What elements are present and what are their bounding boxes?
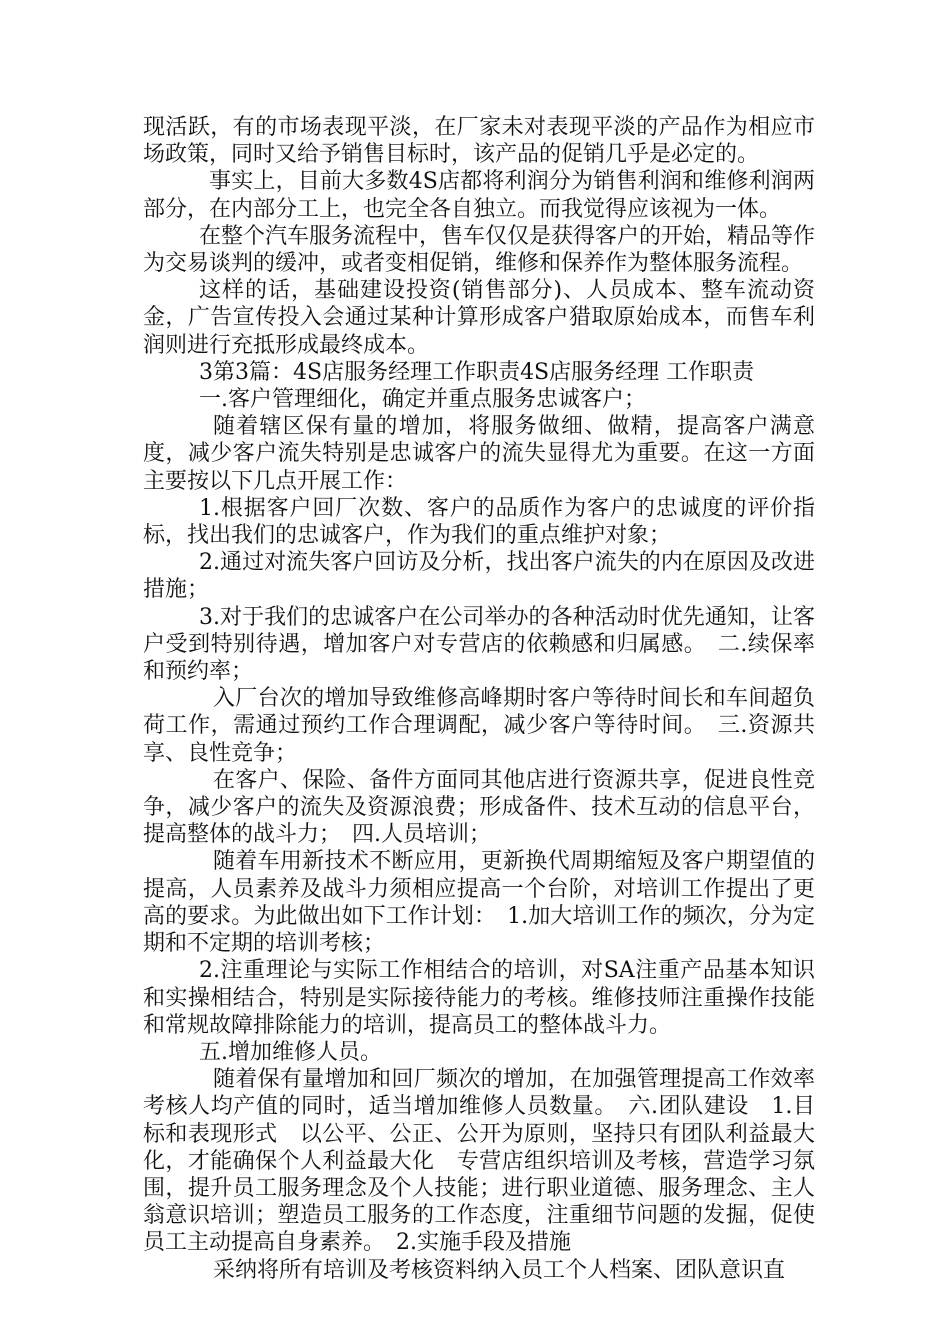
paragraph-3: 在整个汽车服务流程中，售车仅仅是获得客户的开始，精品等作为交易谈判的缓冲，或者变相促销，维修和保养作为整体服务流程。 xyxy=(143,223,816,277)
paragraph-5: 随着辖区保有量的增加，将服务做细、做精，提高客户满意度，减少客户流失特别是忠诚客户的流失显得尤为重要。在这一方面主要按以下几点开展工作： xyxy=(143,414,815,494)
list-item-3: 3.对于我们的忠诚客户在公司举办的各种活动时优先通知，让客户受到特别待遇，增加客户对专营店的依赖感和归属感。 二.续保率和预约率； xyxy=(143,604,815,685)
section-heading-3: 3第3篇：4S店服务经理工作职责4S店服务经理 工作职责 xyxy=(199,359,755,385)
paragraph-8: 随着车用新技术不断应用，更新换代周期缩短及客户期望值的提高，人员素养及战斗力须相应提高一个台阶，对培训工作提出了更高的要求。为此做出如下工作计划： 1.加大培训工作的频次，分为定期和不定期的培训考核； xyxy=(143,849,815,957)
paragraph-2: 事实上，目前大多数4S店都将利润分为销售利润和维修利润两部分，在内部分工上，也完全各自独立。而我觉得应该视为一体。 xyxy=(143,169,815,222)
list-item-2: 2.通过对流失客户回访及分析，找出客户流失的内在原因及改进措施； xyxy=(143,550,815,603)
paragraph-10: 采纳将所有培训及考核资料纳入员工个人档案、团队意识直 xyxy=(213,1257,786,1283)
document-body xyxy=(143,114,815,1284)
paragraph-1: 现活跃，有的市场表现平淡，在厂家未对表现平淡的产品作为相应市场政策，同时又给予销售目标时，该产品的促销几乎是必定的。 xyxy=(143,115,815,168)
subheading-1: 一.客户管理细化，确定并重点服务忠诚客户； xyxy=(199,387,646,413)
subheading-5: 五.增加维修人员。 xyxy=(199,1039,382,1065)
paragraph-9: 随着保有量增加和回厂频次的增加，在加强管理提高工作效率考核人均产值的同时，适当增加维修人员数量。 六.团队建设 1.目标和表现形式 以公平、公正、公开为原则，坚持只有团队利益最大化，才能确保个人利益最大化 专营店组织培训及考核，营造学习氛围，提升员工服务理念及个人技能；进行职业道德、服务理念、主人翁意识培训；塑造员工服务的工作态度，注重细节问题的发掘，促使员工主动提高自身素养。 2.实施手段及措施 xyxy=(143,1067,815,1256)
paragraph-6: 入厂台次的增加导致维修高峰期时客户等待时间长和车间超负荷工作，需通过预约工作合理调配，减少客户等待时间。 三.资源共享、良性竞争； xyxy=(143,686,815,766)
paragraph-7: 在客户、保险、备件方面同其他店进行资源共享，促进良性竞争，减少客户的流失及资源浪费；形成备件、技术互动的信息平台，提高整体的战斗力； 四.人员培训； xyxy=(143,767,815,848)
list-item-4: 2.注重理论与实际工作相结合的培训，对SA注重产品基本知识和实操相结合，特别是实际接待能力的考核。维修技师注重操作技能和常规故障排除能力的培训，提高员工的整体战斗力。 xyxy=(143,958,815,1038)
list-item-1: 1.根据客户回厂次数、客户的品质作为客户的忠诚度的评价指标，找出我们的忠诚客户，作为我们的重点维护对象； xyxy=(143,495,815,549)
paragraph-4: 这样的话，基础建设投资(销售部分)、人员成本、整车流动资金，广告宣传投入会通过某种计算形成客户猎取原始成本，而售车利润则进行充抵形成最终成本。 xyxy=(143,278,815,358)
